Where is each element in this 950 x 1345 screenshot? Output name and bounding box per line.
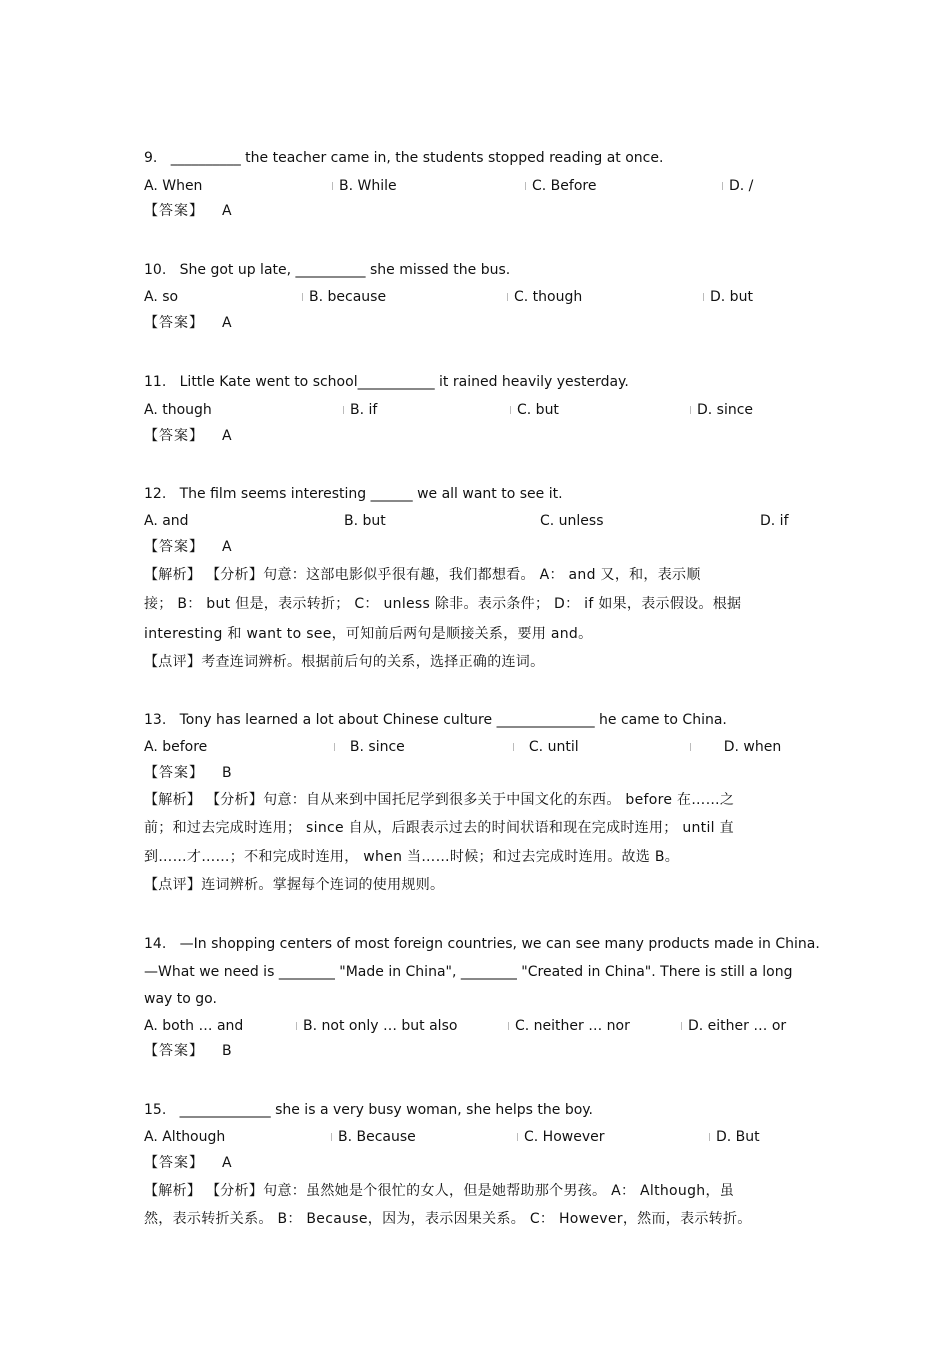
- question-15-stem: [144, 1101, 593, 1119]
- question-13-stem: [144, 711, 727, 729]
- option-marker: [334, 743, 338, 751]
- answer-value: A: [222, 203, 232, 219]
- question-number: 13.: [144, 712, 167, 728]
- option-c: C. Before: [525, 177, 596, 195]
- question-text: Tony has learned a lot about Chinese culture ______________ he came to China.: [179, 712, 727, 728]
- option-marker: [517, 1133, 521, 1141]
- analysis-line: 【解析】 【分析】句意：虽然她是个很忙的女人，但是她帮助那个男孩。 A： Although，虽: [144, 1183, 735, 1199]
- option-marker: [690, 406, 694, 414]
- option-marker: [513, 743, 517, 751]
- answer-value: B: [222, 765, 232, 781]
- option-a: A. Although: [144, 1129, 226, 1145]
- answer-value: B: [222, 1043, 232, 1059]
- answer-line: [144, 314, 232, 332]
- answer-label: 【答案】: [144, 1155, 204, 1171]
- question-text: The film seems interesting ______ we all want to see it.: [179, 486, 563, 502]
- answer-value: A: [222, 1155, 232, 1171]
- option-marker: [343, 406, 347, 414]
- option-b: B. since: [334, 738, 405, 756]
- option-marker: [508, 1022, 512, 1030]
- question-number: 9.: [144, 150, 158, 166]
- option-a: A. When: [144, 178, 203, 194]
- analysis-line: 【解析】 【分析】句意：这部电影似乎很有趣，我们都想看。 A： and 又，和，表示顺: [144, 567, 701, 583]
- answer-line: [144, 1154, 232, 1172]
- question-14-stem: [144, 935, 820, 953]
- answer-label: 【答案】: [144, 203, 204, 219]
- question-number: 14.: [144, 936, 167, 952]
- question-text: She got up late, __________ she missed the bus.: [179, 262, 511, 278]
- question-number: 11.: [144, 374, 167, 390]
- option-d: D. But: [709, 1128, 760, 1146]
- option-marker: [332, 182, 336, 190]
- option-d: D. since: [690, 401, 753, 419]
- option-c: C. though: [507, 288, 582, 306]
- answer-value: A: [222, 315, 232, 331]
- option-b: B. if: [343, 401, 377, 419]
- analysis-line: interesting 和 want to see，可知前后两句是顺接关系，要用 and。: [144, 626, 593, 642]
- option-c: C. unless: [540, 513, 604, 529]
- comment-line: 【点评】连词辨析。掌握每个连词的使用规则。: [144, 877, 445, 893]
- option-marker: [525, 182, 529, 190]
- question-12-stem: [144, 485, 563, 503]
- option-d: D. if: [760, 513, 789, 529]
- question-14-stem-line-2: —What we need is ________ "Made in China", ________ "Created in China". There is still a long: [144, 964, 793, 980]
- option-marker: [709, 1133, 713, 1141]
- option-a: A. and: [144, 513, 189, 529]
- comment-line: 【点评】考查连词辨析。根据前后句的关系，选择正确的连词。: [144, 654, 545, 670]
- answer-label: 【答案】: [144, 539, 204, 555]
- question-number: 15.: [144, 1102, 167, 1118]
- option-marker: [681, 1022, 685, 1030]
- option-marker: [296, 1022, 300, 1030]
- answer-line: [144, 764, 232, 782]
- answer-line: [144, 202, 232, 220]
- question-number: 10.: [144, 262, 167, 278]
- option-d: D. /: [722, 177, 753, 195]
- analysis-line: 接； B： but 但是，表示转折； C： unless 除非。表示条件； D： if 如果，表示假设。根据: [144, 596, 742, 612]
- option-c: C. until: [513, 738, 579, 756]
- answer-label: 【答案】: [144, 315, 204, 331]
- answer-label: 【答案】: [144, 1043, 204, 1059]
- answer-value: A: [222, 428, 232, 444]
- option-c: C. but: [510, 401, 559, 419]
- question-11-stem: [144, 373, 629, 391]
- option-b: B. While: [332, 177, 397, 195]
- question-14-stem-line-3: way to go.: [144, 991, 217, 1007]
- option-b: B. Because: [331, 1128, 416, 1146]
- option-a: A. before: [144, 739, 208, 755]
- option-d: D. but: [703, 288, 753, 306]
- answer-line: [144, 538, 232, 556]
- analysis-line: 到……才……；不和完成时连用， when 当……时候；和过去完成时连用。故选 B。: [144, 849, 680, 865]
- option-marker: [331, 1133, 335, 1141]
- question-text: __________ the teacher came in, the students stopped reading at once.: [170, 150, 664, 166]
- option-c: C. neither … nor: [508, 1017, 630, 1035]
- answer-line: [144, 427, 232, 445]
- option-marker: [703, 293, 707, 301]
- option-marker: [507, 293, 511, 301]
- answer-label: 【答案】: [144, 428, 204, 444]
- option-a: A. both … and: [144, 1018, 244, 1034]
- option-d: D. either … or: [681, 1017, 786, 1035]
- option-a: A. though: [144, 402, 212, 418]
- option-b: B. not only … but also: [296, 1017, 457, 1035]
- question-text: —In shopping centers of most foreign countries, we can see many products made in China.: [179, 936, 820, 952]
- answer-value: A: [222, 539, 232, 555]
- option-d: D. when: [690, 738, 781, 756]
- option-b: B. but: [344, 513, 386, 529]
- option-c: C. However: [517, 1128, 605, 1146]
- question-9-stem: [144, 149, 663, 167]
- question-number: 12.: [144, 486, 167, 502]
- question-text: _____________ she is a very busy woman, she helps the boy.: [179, 1102, 594, 1118]
- answer-label: 【答案】: [144, 765, 204, 781]
- option-b: B. because: [302, 288, 386, 306]
- question-text: Little Kate went to school___________ it rained heavily yesterday.: [179, 374, 629, 390]
- analysis-line: 前；和过去完成时连用； since 自从，后跟表示过去的时间状语和现在完成时连用； until 直: [144, 820, 734, 836]
- option-marker: [690, 743, 694, 751]
- option-marker: [510, 406, 514, 414]
- option-a: A. so: [144, 289, 179, 305]
- answer-line: [144, 1042, 232, 1060]
- option-marker: [722, 182, 726, 190]
- option-marker: [302, 293, 306, 301]
- analysis-line: 【解析】 【分析】句意：自从来到中国托尼学到很多关于中国文化的东西。 before 在……之: [144, 792, 735, 808]
- question-10-stem: [144, 261, 510, 279]
- analysis-line: 然，表示转折关系。 B： Because，因为，表示因果关系。 C： However，然而，表示转折。: [144, 1211, 752, 1227]
